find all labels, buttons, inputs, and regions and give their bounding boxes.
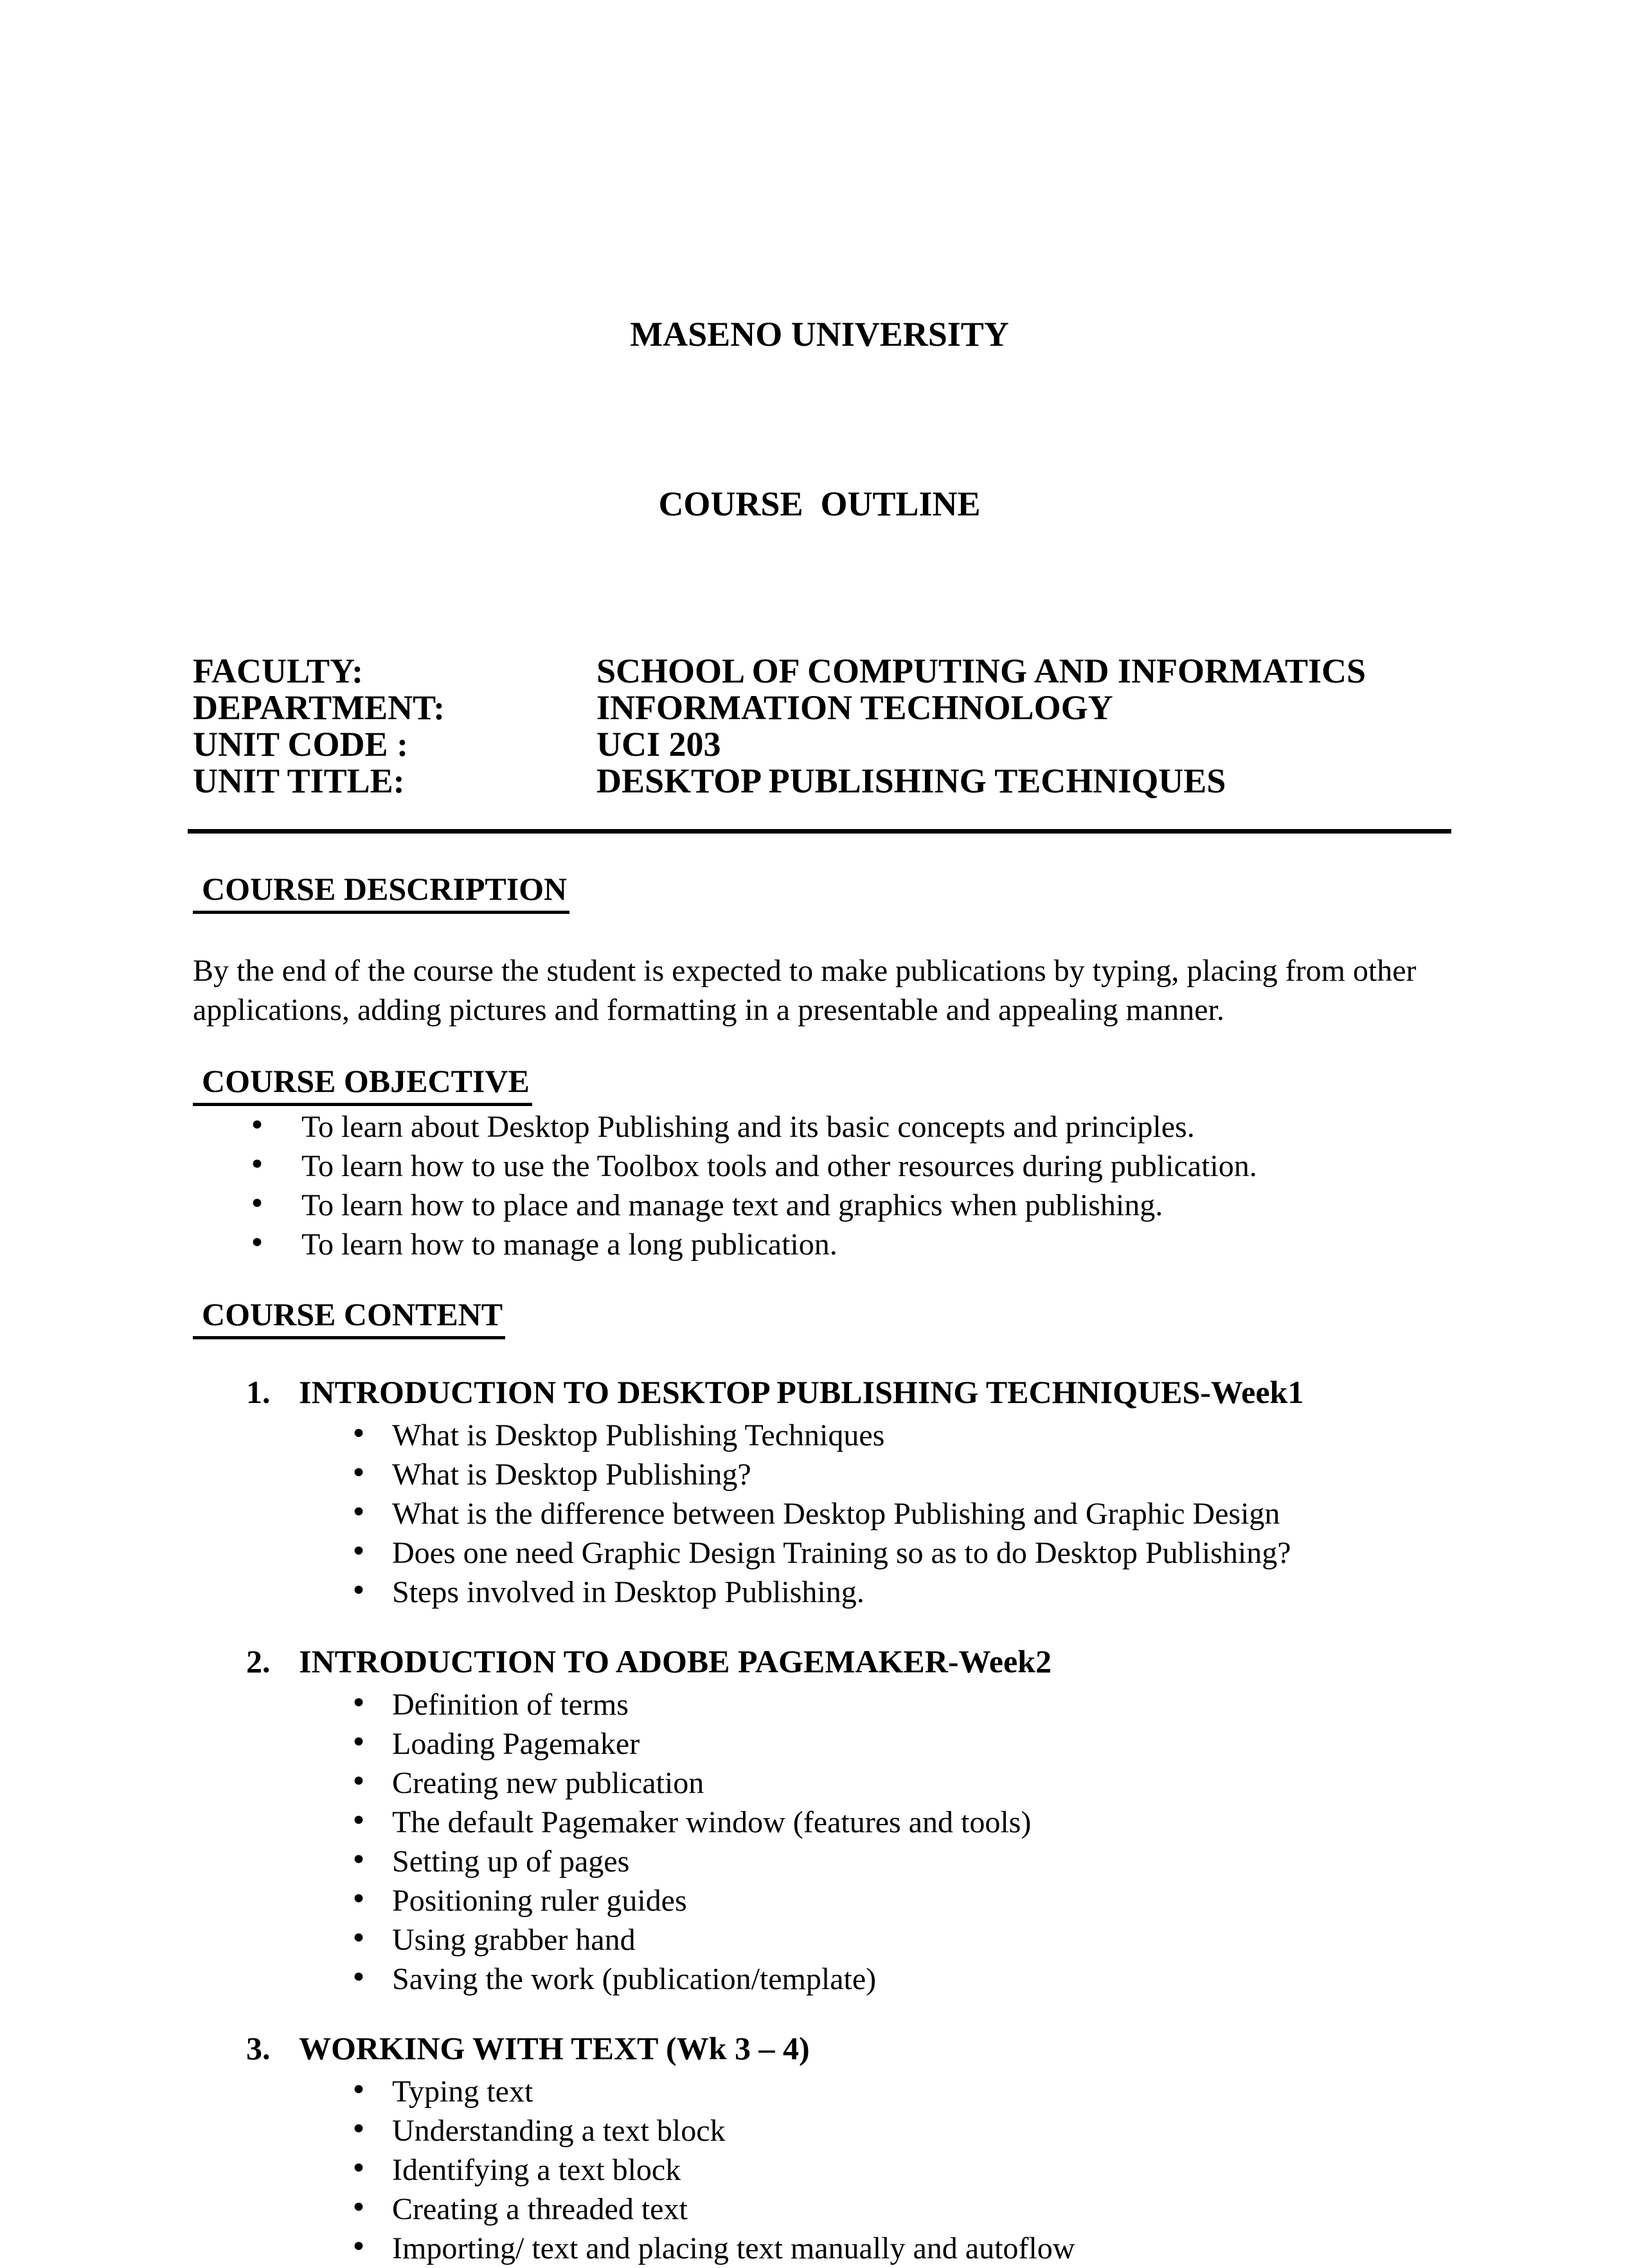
meta-label: DEPARTMENT:	[193, 688, 445, 727]
topic-text: Identifying a text block	[392, 2153, 681, 2187]
horizontal-rule	[188, 829, 1451, 834]
objective-item	[193, 1147, 1446, 1186]
section-number: 2.	[246, 1643, 271, 1679]
meta-row	[193, 763, 1446, 799]
bullet-icon: •	[350, 1687, 367, 1720]
topic-list	[193, 2072, 1446, 2268]
topic-item	[193, 1724, 1446, 1764]
section-title: INTRODUCTION TO DESKTOP PUBLISHING TECHNIQUES-Week1	[299, 1374, 1304, 1410]
meta-label: FACULTY:	[193, 652, 364, 690]
topic-item	[193, 1455, 1446, 1494]
bullet-icon: •	[350, 1496, 367, 1529]
bullet-icon: •	[350, 2192, 367, 2224]
objective-text: To learn how to place and manage text and graphics when publishing.	[301, 1188, 1163, 1222]
objective-item	[193, 1107, 1446, 1147]
section-title: WORKING WITH TEXT (Wk 3 – 4)	[299, 2030, 810, 2066]
topic-text: Positioning ruler guides	[392, 1884, 687, 1918]
topic-text: Does one need Graphic Design Training so as to do Desktop Publishing?	[392, 1536, 1291, 1570]
topic-text: What is the difference between Desktop Publishing and Graphic Design	[392, 1497, 1280, 1531]
course-meta	[193, 653, 1446, 799]
topic-text: Saving the work (publication/template)	[392, 1962, 877, 1996]
topic-list	[193, 1685, 1446, 1999]
topic-text: Setting up of pages	[392, 1844, 630, 1879]
content-section	[193, 1373, 1446, 1612]
topic-text: Importing/ text and placing text manually and autoflow	[392, 2231, 1075, 2265]
bullet-icon: •	[350, 2074, 367, 2107]
topic-text: What is Desktop Publishing Techniques	[392, 1418, 885, 1452]
bullet-icon: •	[350, 1575, 367, 1607]
meta-row	[193, 690, 1446, 726]
meta-value: SCHOOL OF COMPUTING AND INFORMATICS	[596, 652, 1366, 690]
objective-item	[193, 1186, 1446, 1225]
section-title: INTRODUCTION TO ADOBE PAGEMAKER-Week2	[299, 1643, 1052, 1679]
objective-list	[193, 1107, 1446, 1264]
section-heading-line	[193, 1373, 1446, 1412]
topic-item	[193, 2072, 1446, 2111]
bullet-icon: •	[350, 1457, 367, 1490]
course-description-heading-row	[193, 871, 1446, 914]
bullet-icon: •	[350, 1805, 367, 1837]
bullet-icon: •	[249, 1227, 265, 1260]
topic-text: Loading Pagemaker	[392, 1727, 640, 1761]
topic-item	[193, 1573, 1446, 1612]
bullet-icon: •	[249, 1148, 265, 1181]
meta-value: INFORMATION TECHNOLOGY	[596, 688, 1113, 727]
course-objective-heading: COURSE OBJECTIVE	[193, 1063, 532, 1106]
topic-item	[193, 1842, 1446, 1881]
topic-text: Definition of terms	[392, 1688, 629, 1722]
bullet-icon: •	[350, 1961, 367, 1994]
section-number: 3.	[246, 2030, 271, 2066]
bullet-icon: •	[350, 2113, 367, 2146]
bullet-icon: •	[350, 2231, 367, 2264]
meta-label: UNIT CODE :	[193, 725, 409, 763]
objective-text: To learn how to use the Toolbox tools and other resources during publication.	[301, 1149, 1257, 1183]
objective-item	[193, 1225, 1446, 1264]
bullet-icon: •	[350, 1922, 367, 1955]
topic-item	[193, 1960, 1446, 1999]
course-description-heading: COURSE DESCRIPTION	[193, 871, 569, 914]
topic-item	[193, 1416, 1446, 1455]
section-number: 1.	[246, 1374, 271, 1410]
bullet-icon: •	[350, 1418, 367, 1451]
topic-text: Understanding a text block	[392, 2114, 726, 2148]
topic-item	[193, 1494, 1446, 1533]
objective-text: To learn about Desktop Publishing and its basic concepts and principles.	[301, 1110, 1195, 1144]
objective-text: To learn how to manage a long publication.	[301, 1228, 837, 1262]
meta-value: UCI 203	[596, 725, 721, 763]
bullet-icon: •	[350, 1765, 367, 1798]
bullet-icon: •	[350, 1726, 367, 1759]
meta-row	[193, 726, 1446, 763]
topic-text: What is Desktop Publishing?	[392, 1458, 751, 1492]
topic-text: Using grabber hand	[392, 1923, 636, 1957]
content-section	[193, 1642, 1446, 1999]
topic-text: Typing text	[392, 2075, 533, 2109]
topic-item	[193, 2229, 1446, 2268]
topic-item	[193, 1685, 1446, 1724]
meta-label: UNIT TITLE:	[193, 762, 405, 800]
meta-value: DESKTOP PUBLISHING TECHNIQUES	[596, 762, 1226, 800]
university-name: MASENO UNIVERSITY	[630, 315, 1009, 353]
topic-text: Creating new publication	[392, 1766, 704, 1800]
topic-text: Creating a threaded text	[392, 2192, 688, 2226]
course-content-heading-row	[193, 1296, 1446, 1339]
topic-item	[193, 2111, 1446, 2150]
course-objective-heading-row	[193, 1063, 1446, 1106]
topic-item	[193, 1803, 1446, 1842]
content-section	[193, 2029, 1446, 2268]
bullet-icon: •	[350, 1844, 367, 1877]
topic-text: The default Pagemaker window (features and tools)	[392, 1805, 1032, 1839]
section-heading-line	[193, 1642, 1446, 1681]
bullet-icon: •	[350, 1883, 367, 1916]
document-title-block	[193, 193, 1446, 645]
meta-row	[193, 653, 1446, 690]
bullet-icon: •	[249, 1109, 265, 1142]
topic-item	[193, 1881, 1446, 1920]
topic-item	[193, 2150, 1446, 2190]
section-heading-line	[193, 2029, 1446, 2068]
bullet-icon: •	[249, 1188, 265, 1220]
topic-item	[193, 2190, 1446, 2229]
topic-list	[193, 1416, 1446, 1612]
document-subtitle: COURSE OUTLINE	[658, 485, 981, 523]
topic-item	[193, 1533, 1446, 1573]
bullet-icon: •	[350, 2152, 367, 2185]
topic-text: Steps involved in Desktop Publishing.	[392, 1575, 864, 1609]
course-description-text: By the end of the course the student is expected to make publications by typing, placing from other applications, adding pictures and formatting in a presentable and appealing manner.	[193, 954, 1417, 1027]
topic-item	[193, 1920, 1446, 1960]
course-content-heading: COURSE CONTENT	[193, 1296, 505, 1339]
topic-item	[193, 1764, 1446, 1803]
bullet-icon: •	[350, 1535, 367, 1568]
course-content-sections	[193, 1373, 1446, 2268]
